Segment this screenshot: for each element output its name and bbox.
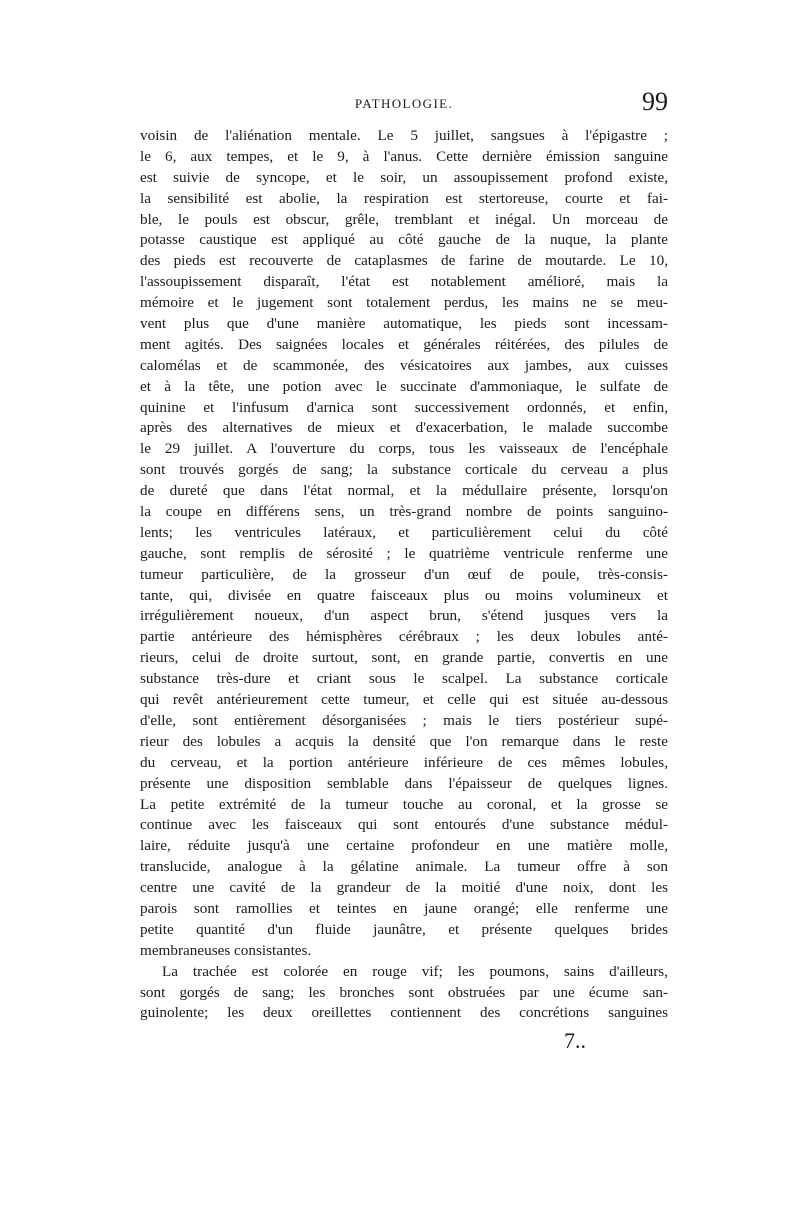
text-line: lents; les ventricules latéraux, et particulièrement celui du côté — [140, 523, 668, 541]
signature-mark: 7.. — [564, 1028, 586, 1054]
text-line: du cerveau, et la portion antérieure inférieure de ces mêmes lobules, — [140, 753, 668, 771]
text-line: ment agités. Des saignées locales et générales réitérées, des pilules de — [140, 335, 668, 353]
body-text — [140, 126, 668, 1024]
text-line: mémoire et le jugement sont totalement perdus, les mains ne se meu- — [140, 294, 668, 312]
text-line: irrégulièrement noueux, d'un aspect brun, s'étend jusques vers la — [140, 607, 668, 625]
text-line: La trachée est colorée en rouge vif; les poumons, sains d'ailleurs, — [162, 962, 668, 980]
text-line: la sensibilité est abolie, la respiration est stertoreuse, courte et fai- — [140, 189, 668, 207]
text-line: partie antérieure des hémisphères cérébraux ; les deux lobules anté- — [140, 628, 668, 646]
text-line: qui revêt antérieurement cette tumeur, et celle qui est située au-dessous — [140, 691, 668, 709]
text-line: parois sont ramollies et teintes en jaune orangé; elle renferme une — [140, 899, 668, 917]
signature-area — [140, 1026, 668, 1056]
text-line: rieur des lobules a acquis la densité que l'on remarque dans le reste — [140, 732, 668, 750]
page-number: 99 — [642, 87, 668, 116]
text-line: et à la tête, une potion avec le succinate d'ammoniaque, le sulfate de — [140, 377, 668, 395]
text-line: le 29 juillet. A l'ouverture du corps, tous les vaisseaux de l'encéphale — [140, 440, 668, 458]
text-line: laire, réduite jusqu'à une certaine profondeur en une matière molle, — [140, 837, 668, 855]
text-line: quinine et l'infusum d'arnica sont successivement ordonnés, et enfin, — [140, 398, 668, 416]
text-line: La petite extrémité de la tumeur touche au coronal, et la grosse se — [140, 795, 668, 813]
text-line: des pieds est recouverte de cataplasmes de farine de moutarde. Le 10, — [140, 252, 668, 270]
text-line: guinolente; les deux oreillettes contiennent des concrétions sanguines — [140, 1004, 668, 1022]
text-line: rieurs, celui de droite surtout, sont, en grande partie, convertis en une — [140, 649, 668, 667]
text-line: vent plus que d'une manière automatique, les pieds sont incessam- — [140, 315, 668, 333]
text-line: sont trouvés gorgés de sang; la substance corticale du cerveau a plus — [140, 461, 668, 479]
text-line: translucide, analogue à la gélatine animale. La tumeur offre à son — [140, 858, 668, 876]
text-line: le 6, aux tempes, et le 9, à l'anus. Cette dernière émission sanguine — [140, 147, 668, 165]
text-line: centre une cavité de la grandeur de la moitié d'une noix, dont les — [140, 879, 668, 897]
text-line: petite quantité d'un fluide jaunâtre, et présente quelques brides — [140, 920, 668, 938]
text-line: voisin de l'aliénation mentale. Le 5 juillet, sangsues à l'épigastre ; — [140, 127, 668, 144]
text-line: substance très-dure et criant sous le scalpel. La substance corticale — [140, 670, 668, 688]
book-page — [140, 87, 668, 1056]
text-line: potasse caustique est appliqué au côté gauche de la nuque, la plante — [140, 231, 668, 249]
text-line: membraneuses consistantes. — [140, 941, 312, 959]
text-line: continue avec les faisceaux qui sont entourés d'une substance médul- — [140, 816, 668, 834]
text-line: est suivie de syncope, et le soir, un assoupissement profond existe, — [140, 168, 668, 186]
text-line: calomélas et de scammonée, des vésicatoires aux jambes, aux cuisses — [140, 356, 668, 374]
text-line: l'assoupissement disparaît, l'état est notablement amélioré, mais la — [140, 273, 668, 291]
text-line: d'elle, sont entièrement désorganisées ; mais le tiers postérieur supé- — [140, 711, 668, 729]
running-head — [140, 87, 668, 122]
text-line: après des alternatives de mieux et d'exacerbation, le malade succombe — [140, 419, 668, 437]
text-line: gauche, sont remplis de sérosité ; le quatrième ventricule renferme une — [140, 544, 668, 562]
text-line: sont gorgés de sang; les bronches sont obstruées par une écume san- — [140, 983, 668, 1001]
text-line: de dureté que dans l'état normal, et la médullaire présente, lorsqu'on — [140, 482, 668, 500]
text-line: ble, le pouls est obscur, grêle, tremblant et inégal. Un morceau de — [140, 210, 668, 228]
text-line: tante, qui, divisée en quatre faisceaux plus ou moins volumineux et — [140, 586, 668, 604]
running-title: PATHOLOGIE. — [354, 96, 454, 111]
text-line: tumeur particulière, de la grosseur d'un œuf de poule, très-consis- — [140, 565, 668, 583]
text-line: présente une disposition semblable dans l'épaisseur de quelques lignes. — [140, 774, 668, 792]
text-line: la coupe en différens sens, un très-grand nombre de points sanguino- — [140, 503, 668, 521]
